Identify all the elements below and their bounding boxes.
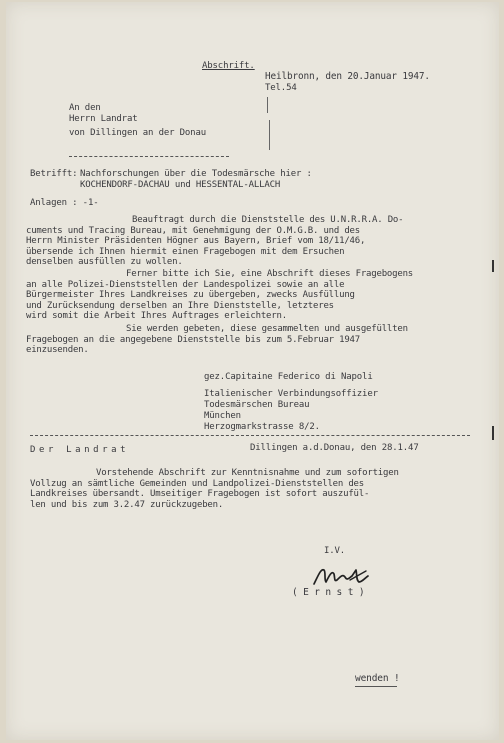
signature-line-1: gez.Capitaine Federico di Napoli [204,372,373,382]
attachments-line: Anlagen : -1- [30,198,99,208]
landrat-place-date: Dillingen a.d.Donau, den 28.1.47 [250,443,419,453]
address-divider [69,156,229,157]
paragraph-line: Ferner bitte ich Sie, eine Abschrift dieses Fragebogens [126,269,414,279]
paragraph-line: Vorstehende Abschrift zur Kenntnisnahme und zum sofortigen [96,468,399,478]
section-divider [30,435,470,436]
signature-line-2: Italienischer Verbindungsoffizier [204,389,378,399]
subject-line-2: KOCHENDORF-DACHAU und HESSENTAL-ALLACH [80,180,281,190]
signature-line-3: Todesmärschen Bureau [204,400,310,410]
paragraph-line: Landkreises übersandt. Umseitiger Fragebogen ist sofort auszufül- [30,489,370,500]
margin-mark [267,97,268,113]
paragraph-line: Herrn Minister Präsidenten Högner aus Bayern, Brief vom 18/11/46, [26,236,366,247]
body-paragraph-1 [26,215,403,268]
document-page [6,2,499,740]
paragraph-line: Fragebogen an die angegebene Dienststelle bis zum 5.Februar 1947 [26,334,360,345]
paragraph-line: len und bis zum 3.2.47 zurückzugeben. [30,499,224,510]
iv-label: I.V. [324,546,346,556]
tel-number: Tel.54 [265,83,297,93]
paragraph-line: und Zurücksendung derselben an Ihre Dienststelle, letzteres [26,300,334,311]
signature-line-4: München [204,411,241,421]
margin-mark [492,426,494,440]
body-paragraph-3 [26,324,408,356]
body-paragraph-2 [26,269,413,322]
subject-line-1: Nachforschungen über die Todesmärsche hier : [80,169,312,179]
paragraph-line: denselben ausfüllen zu wollen. [26,257,183,268]
paragraph-line: cuments und Tracing Bureau, mit Genehmigung der O.M.G.B. und des [26,225,360,236]
ernst-name: ( E r n s t ) [292,587,365,598]
margin-mark [492,260,494,272]
turn-over-note: wenden ! [355,673,400,684]
paragraph-line: an alle Polizei-Dienststellen der Landespolizei sowie an alle [26,279,345,290]
addressee-line-2: Herrn Landrat [69,114,138,124]
addressee-line-1: An den [69,103,101,113]
paragraph-line: Bürgermeister Ihres Landkreises zu übergeben, zwecks Ausfüllung [26,290,355,301]
landrat-label: Der Landrat [30,445,130,455]
margin-mark [269,120,270,150]
paragraph-line: Beauftragt durch die Dienststelle des U.N.R.R.A. Do- [132,215,404,225]
paragraph-line: wird somit die Arbeit Ihres Auftrages erleichtern. [26,311,287,322]
copy-label: Abschrift. [202,61,255,71]
landrat-paragraph [30,468,399,510]
paragraph-line: übersende ich Ihnen hiermit einen Fragebogen mit dem Ersuchen [26,246,345,257]
paragraph-line: Vollzug an sämtliche Gemeinden und Landpolizei-Dienststellen des [30,478,364,489]
footer-underline [355,686,397,687]
paragraph-line: einzusenden. [26,345,89,356]
place-date: Heilbronn, den 20.Januar 1947. [265,71,430,82]
subject-label: Betrifft: [30,169,78,179]
signature-line-5: Herzogmarkstrasse 8/2. [204,422,320,432]
addressee-line-3: von Dillingen an der Donau [69,128,206,138]
paragraph-line: Sie werden gebeten, diese gesammelten und ausgefüllten [126,324,408,334]
